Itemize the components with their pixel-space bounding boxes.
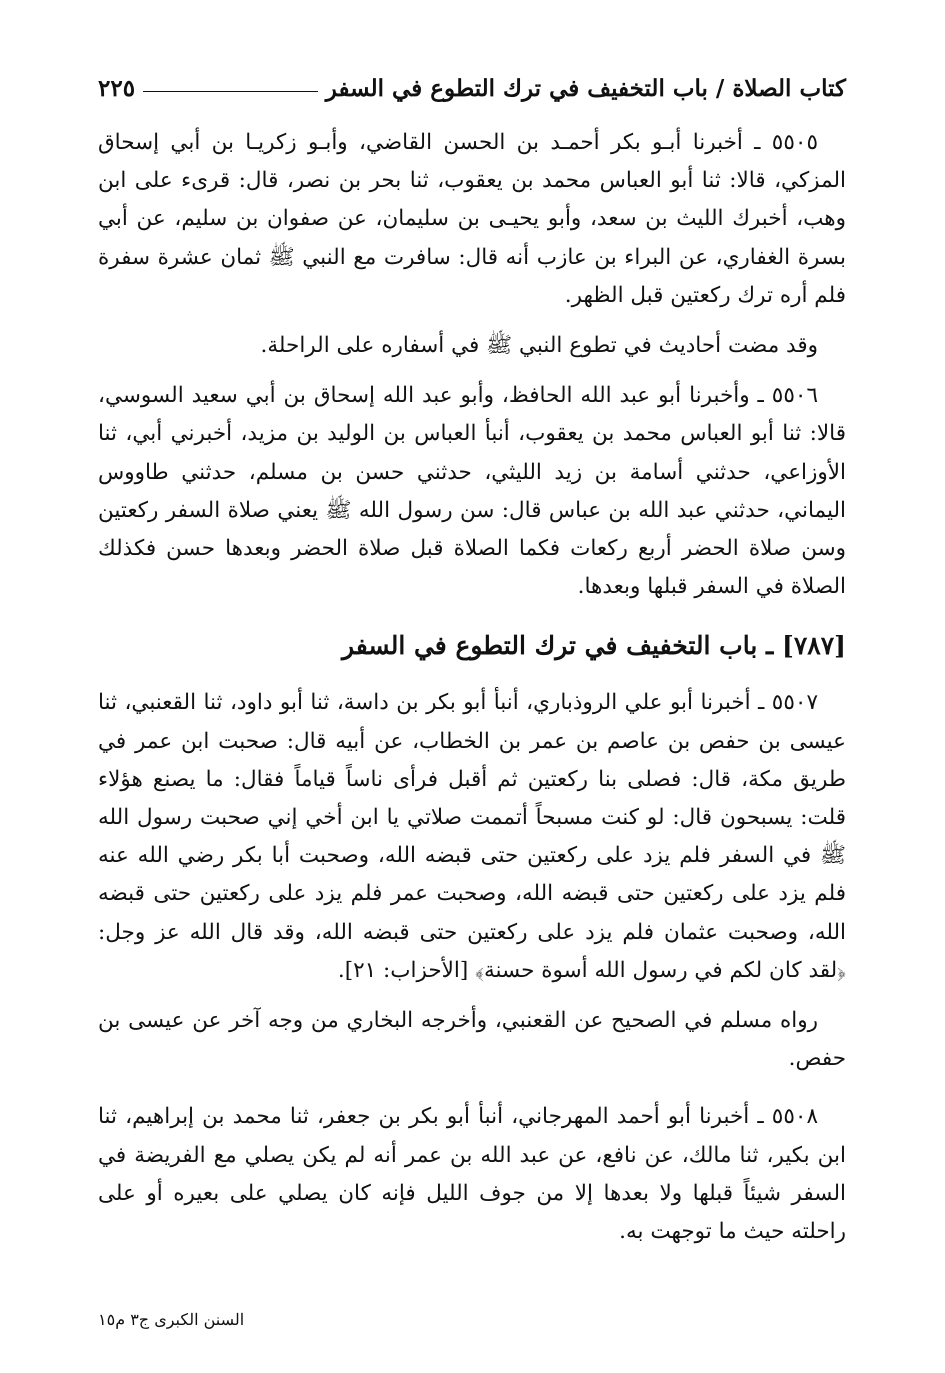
note-muslim-bukhari: رواه مسلم في الصحيح عن القعنبي، وأخرجه البخاري من وجه آخر عن عيسى بن حفص.: [98, 1008, 846, 1072]
hadith-5505: ٥٥٠٥ ـ أخبرنا أبـو بكر أحمـد بن الحسن القاضي، وأبـو زكريـا بن أبي إسحاق المزكي، قالا: ثنا أبو العباس محمد بن يعقوب، ثنا بحر بن نصر، قال: قرىء على ابن وهب، أخبرك الليث بن سعد، وأبو يحيـى بن سليمان، عن صفوان بن سليم، عن أبي بسرة الغفاري، عن البراء بن عازب أنه قال: سافرت مع النبي ﷺ ثمان عشرة سفرة فلم أره ترك ركعتين قبل الظهر.: [98, 130, 846, 308]
hadith-5507: ٥٥٠٧ ـ أخبرنا أبو علي الروذباري، أنبأ أبو بكر بن داسة، ثنا أبو داود، ثنا القعنبي، ثنا عيسى بن حفص بن عاصم بن عمر بن الخطاب، عن أبيه قال: صحبت ابن عمر في طريق مكة، قال: فصلى بنا ركعتين ثم أقبل فرأى ناساً قياماً فقال: ما يصنع هؤلاء قلت: يسبحون قال: لو كنت مسبحاً أتممت صلاتي يا ابن أخي إني صحبت رسول الله ﷺ في السفر فلم يزد على ركعتين حتى قبضه الله، وصحبت أبا بكر رضي الله عنه فلم يزد على ركعتين حتى قبضه الله، وصحبت عمر فلم يزد على ركعتين حتى قبضه الله، وصحبت عثمان فلم يزد على ركعتين حتى قبضه الله، وقد قال الله عز وجل: ﴿لقد كان لكم في رسول الله أسوة حسنة﴾ [الأحزاب: ٢١].: [98, 690, 846, 983]
hadith-5508: ٥٥٠٨ ـ أخبرنا أبو أحمد المهرجاني، أنبأ أبو بكر بن جعفر، ثنا محمد بن إبراهيم، ثنا ابن بكير، ثنا مالك، عن نافع، عن عبد الله بن عمر أنه لم يكن يصلي مع الفريضة في السفر شيئاً قبلها ولا بعدها إلا من جوف الليل فإنه كان يصلي على بعيره أو على راحلته حيث ما توجهت به.: [98, 1104, 846, 1245]
running-title: كتاب الصلاة / باب التخفيف في ترك التطوع في السفر: [325, 75, 846, 102]
note-travel-prayers: وقد مضت أحاديث في تطوع النبي ﷺ في أسفاره على الراحلة.: [260, 333, 818, 359]
footer-signature: السنن الكبرى ج٣ م١٥: [98, 1310, 245, 1329]
header-rule: [143, 91, 318, 92]
chapter-heading: [٧٨٧] ـ باب التخفيف في ترك التطوع في السفر: [341, 631, 846, 661]
running-header: [98, 62, 846, 102]
body-text: [98, 124, 846, 1251]
book-page: [98, 62, 846, 1352]
hadith-5506: ٥٥٠٦ ـ وأخبرنا أبو عبد الله الحافظ، وأبو عبد الله إسحاق بن أبي سعيد السوسي، قالا: ثنا أبو العباس محمد بن يعقوب، أنبأ العباس بن الوليد بن مزيد، أخبرني أبي، ثنا الأوزاعي، حدثني أسامة بن زيد الليثي، حدثني حسن بن مسلم، حدثني طاووس اليماني، حدثني عبد الله بن عباس قال: سن رسول الله ﷺ يعني صلاة السفر ركعتين وسن صلاة الحضر أربع ركعات فكما الصلاة قبل صلاة الحضر وبعدها حسن فكذلك الصلاة في السفر قبلها وبعدها.: [98, 383, 846, 600]
page-number: ٢٢٥: [98, 75, 136, 102]
